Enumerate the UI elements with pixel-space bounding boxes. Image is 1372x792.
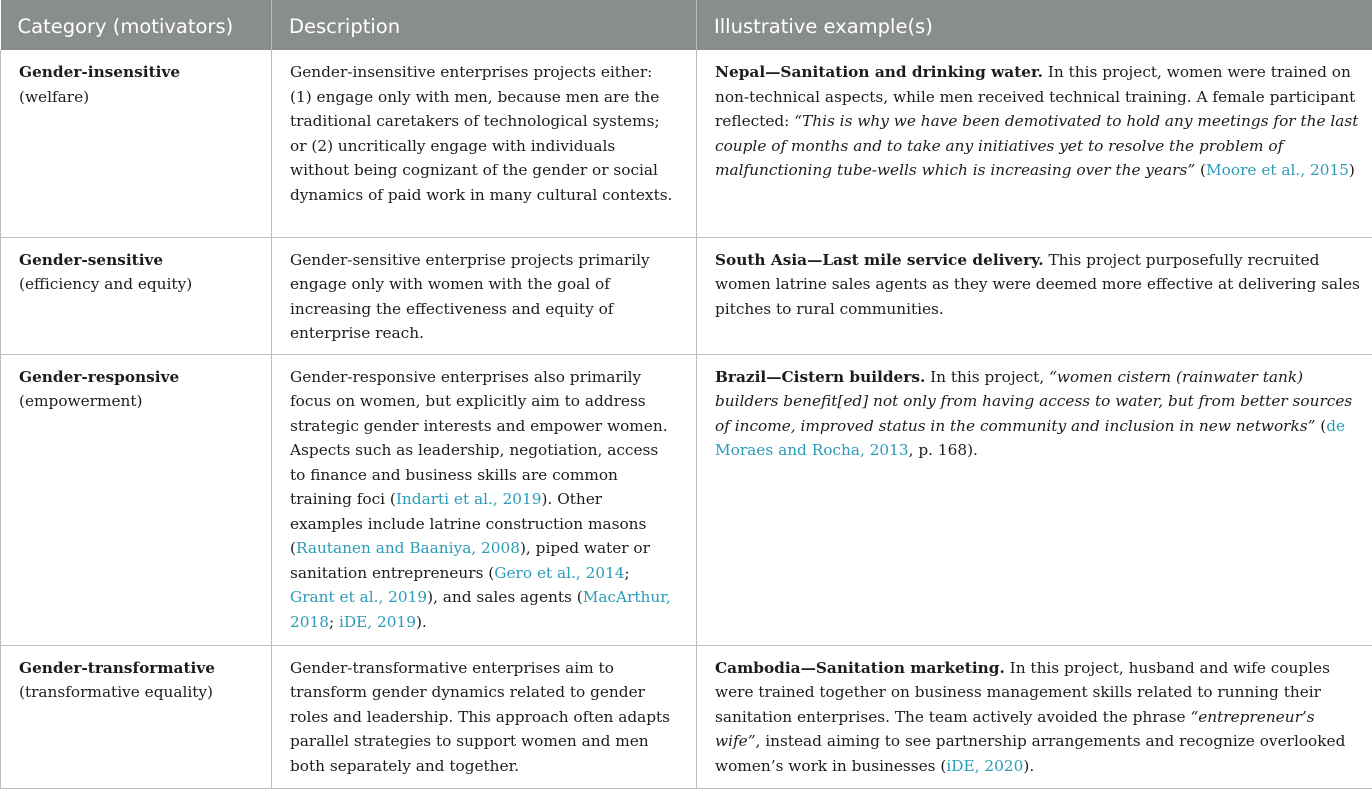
category-name: Gender-sensitive [19,250,164,269]
category-motivator: (transformative equality) [19,683,214,701]
header-row [1,0,1372,50]
citation-link[interactable]: iDE, 2019 [338,612,416,631]
example-text: In this project, husband and wife couples were trained together on business management skills related to running their sanitation enterprises. The team actively avoided the phrase [715,658,1330,726]
example-text: In this project, [925,367,1050,386]
example-title: Cambodia—Sanitation marketing. [715,658,1005,677]
category-name: Gender-transformative [19,658,215,677]
example-title: Brazil—Cistern builders. [715,367,926,386]
example-text: , instead aiming to see partnership arrangements and recognize overlooked women’s work in businesses ( [715,732,1346,775]
citation-link[interactable]: Indarti et al., 2019 [395,490,542,508]
example-title: Nepal—Sanitation and drinking water. [715,63,1043,81]
paren-open: ( [1195,161,1207,179]
paren-close: ) [1348,161,1355,179]
paren-open: ( [1315,416,1327,435]
description-text: Gender-transformative enterprises aim to transform gender dynamics related to gender roles and leadership. This approach often adapts parallel strategies to support women and men both separately and together. [290,658,671,775]
category-name: Gender-responsive [19,367,180,386]
citation-link[interactable]: iDE, 2020 [946,756,1024,775]
citation-link[interactable]: Rautanen and Baaniya, 2008 [295,539,520,557]
citation-link[interactable]: MacArthur, 2018 [290,588,671,631]
description-text: Gender-sensitive enterprise projects primarily engage only with women with the goal of increasing the effectiveness and equity of enterprise reach. [290,250,650,342]
category-cell [1,237,272,354]
example-cell [697,354,1372,645]
description-text: ). Other examples include latrine construction masons ( [290,490,647,557]
example-quote: “entrepreneur’s wife” [715,707,1315,750]
description-cell [272,237,697,354]
table-row [1,237,1372,354]
table-row [1,645,1372,788]
description-text: ), piped water or sanitation entrepreneurs ( [290,539,650,582]
description-text: ; [328,612,339,631]
category-motivator: (efficiency and equity) [19,275,193,293]
category-cell [1,354,272,645]
example-text: This project purposefully recruited women latrine sales agents as they were deemed more effective at delivering sales pitches to rural communities. [715,250,1360,318]
description-text: ; [624,563,630,582]
description-text: ). [415,612,427,631]
citation-link[interactable]: Gero et al., 2014 [494,563,625,582]
category-motivator: (welfare) [19,87,90,106]
example-cell [697,50,1372,237]
table-row [1,354,1372,645]
description-cell [272,354,697,645]
description-cell [272,645,697,788]
header-examples: Illustrative example(s) [697,0,1372,50]
citation-link[interactable]: de Moraes and Rocha, 2013 [715,416,1346,459]
example-text: In this project, women were trained on non-technical aspects, while men received technical training. A female participant reflected: [715,63,1356,130]
table-header [1,0,1372,50]
table-row [1,50,1372,237]
header-category: Category (motivators) [1,0,272,50]
header-description: Description [272,0,697,50]
category-cell [1,645,272,788]
category-motivator: (empowerment) [19,392,143,410]
example-cell [697,645,1372,788]
description-text: Gender-insensitive enterprises projects either: (1) engage only with men, because men are the traditional caretakers of technological systems; or (2) uncritically engage with individuals without being cognizant of the gender or social dynamics of paid work in many cultural contexts. [290,63,673,204]
citation-link[interactable]: Grant et al., 2019 [290,588,428,606]
example-cell [697,237,1372,354]
category-name: Gender-insensitive [19,63,181,81]
description-text: Gender-responsive enterprises also primarily focus on women, but explicitly aim to address strategic gender interests and empower women. Aspects such as leadership, negotiation, access to finance and business skills are common training foci ( [290,367,668,508]
example-title: South Asia—Last mile service delivery. [715,250,1044,269]
citation-link[interactable]: Moore et al., 2015 [1206,161,1349,179]
description-text: ), and sales agents ( [427,588,583,606]
paren-close: ). [1023,756,1035,775]
category-cell [1,50,272,237]
description-cell [272,50,697,237]
example-quote: “This is why we have been demotivated to hold any meetings for the last couple of months and to take any initiatives yet to resolve the problem of malfunctioning tube-wells which is increasing over the years” [715,112,1359,179]
paren-close: , p. 168). [908,441,978,459]
example-quote: “women cistern (rainwater tank) builders benefit[ed] not only from having access to water, but from better sources of income, improved status in the community and inclusion in new networks” [715,367,1353,435]
